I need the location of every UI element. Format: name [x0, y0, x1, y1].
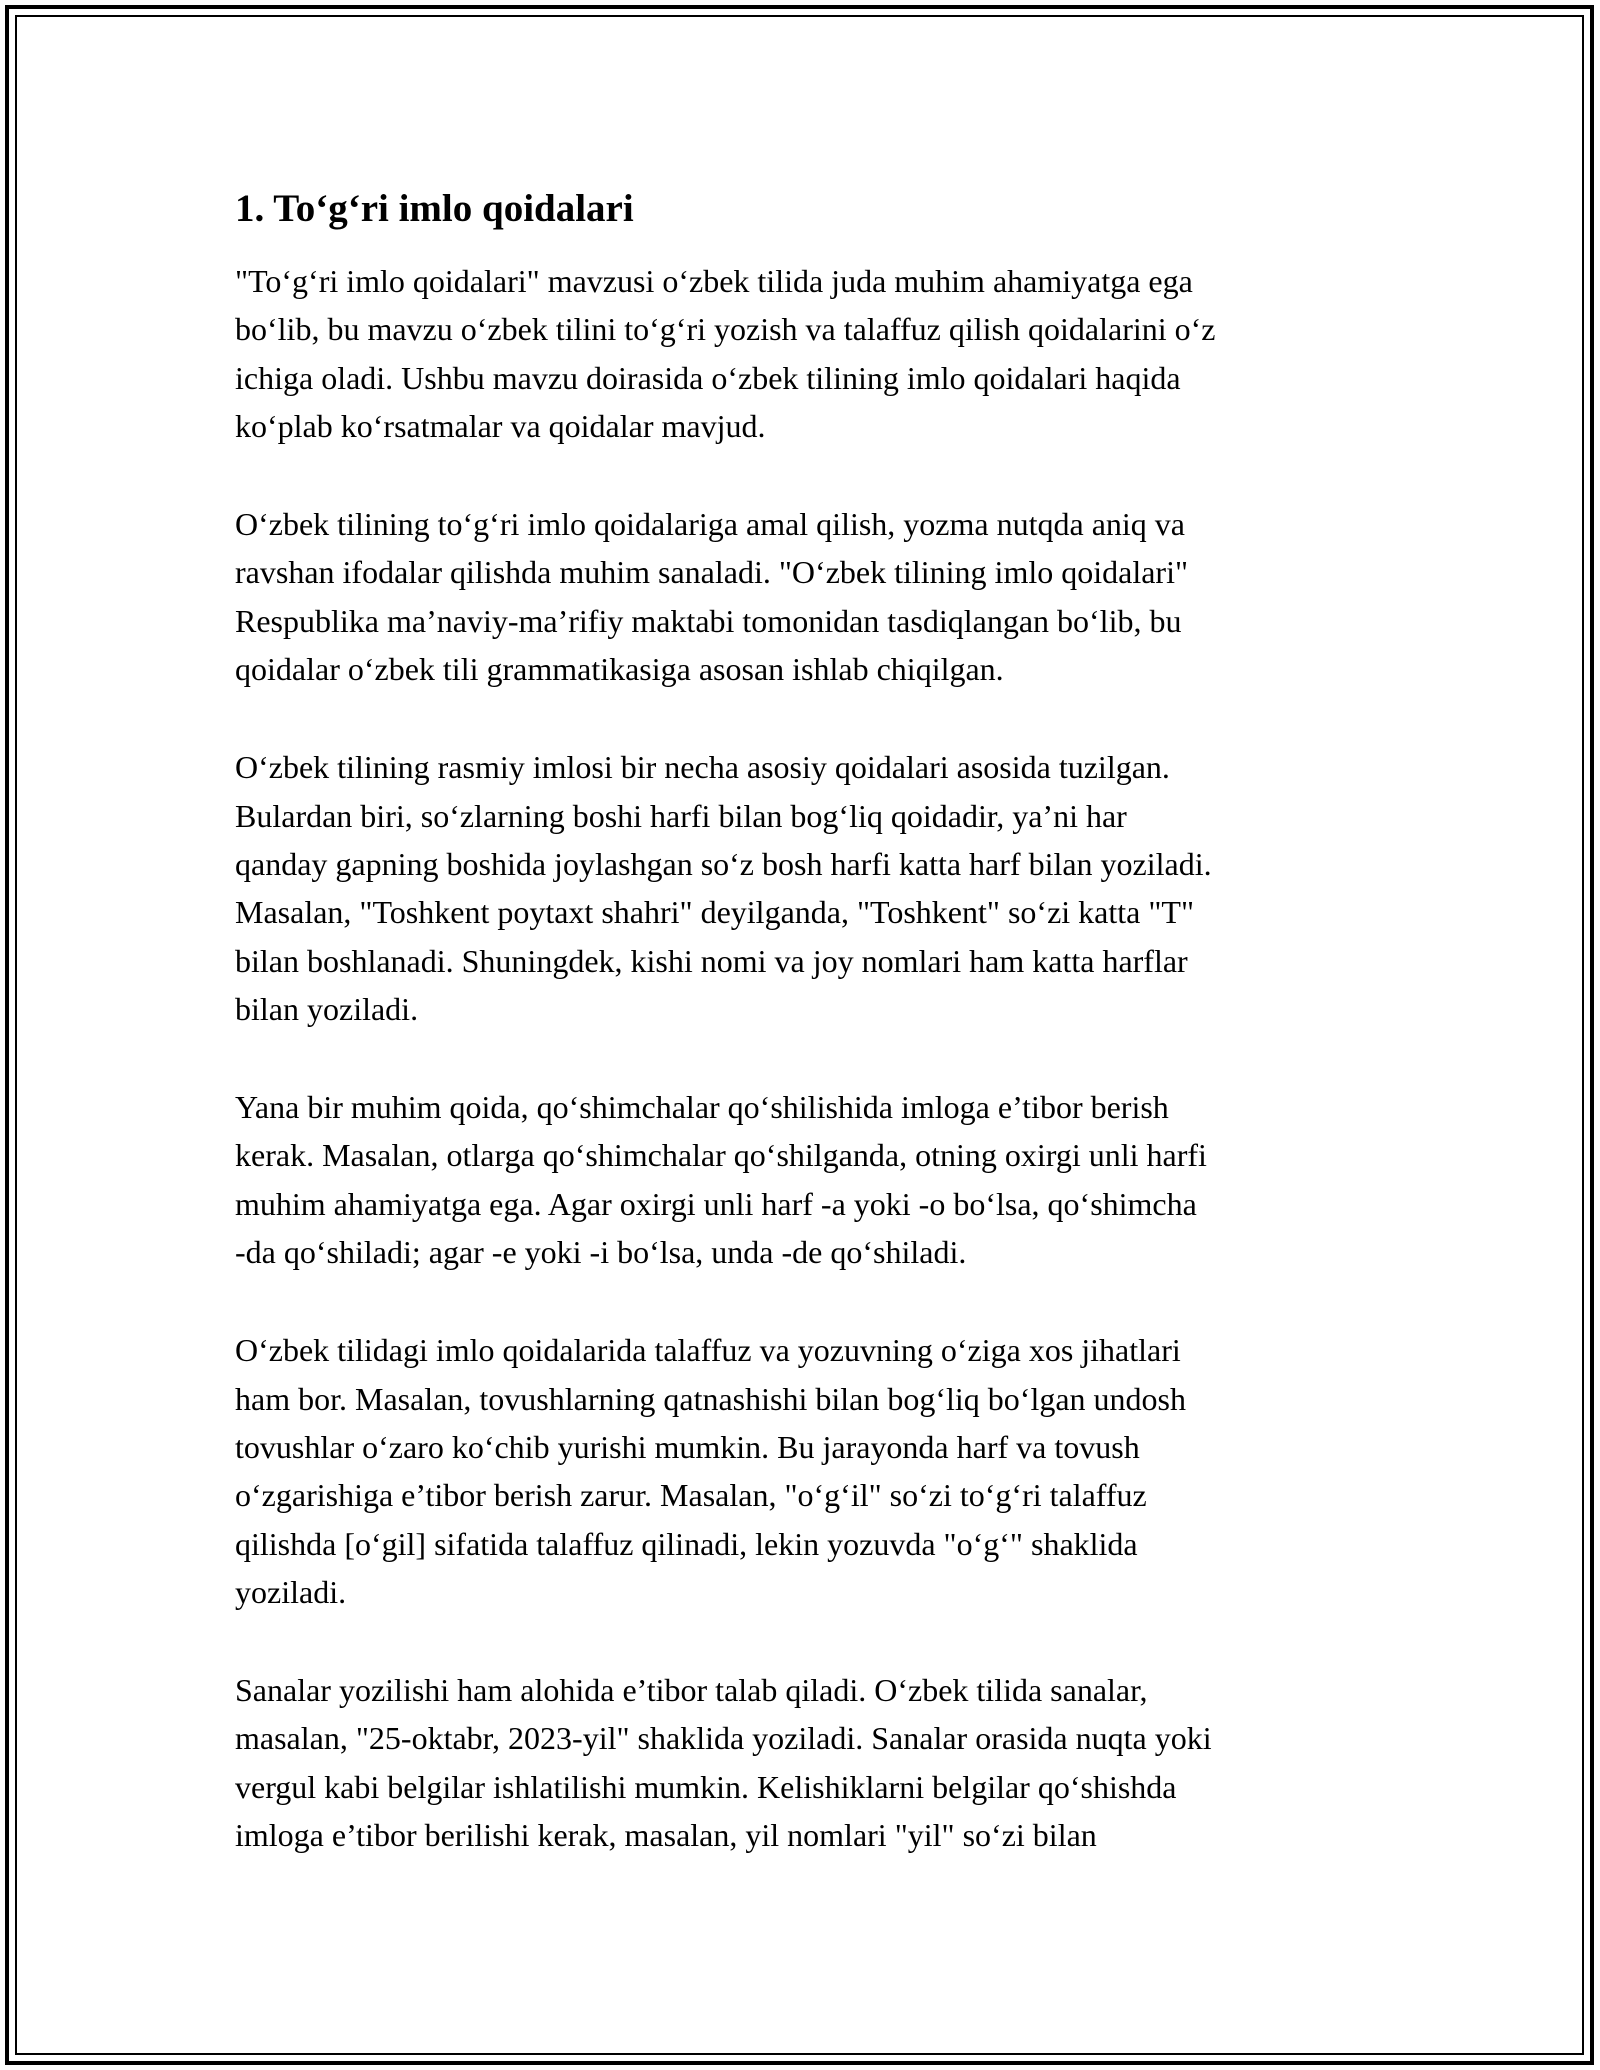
paragraph-4: Yana bir muhim qoida, qo‘shimchalar qo‘shilishida imloga e’tibor berish kerak. Masalan, otlarga qo‘shimchalar qo‘shilganda, otning oxirgi unli harfi muhim ahamiyatga ega. Agar oxirgi unli harf -a yoki -o bo‘lsa, qo‘shimcha -da qo‘shiladi; agar -e yoki -i bo‘lsa, unda -de qo‘shiladi.: [235, 1089, 1207, 1271]
document-body: [235, 185, 1385, 1909]
paragraph-2: O‘zbek tilining to‘g‘ri imlo qoidalariga amal qilish, yozma nutqda aniq va ravshan ifodalar qilishda muhim sanaladi. "O‘zbek tilining imlo qoidalari" Respublika ma’naviy-ma’rifiy maktabi tomonidan tasdiqlangan bo‘lib, bu qoidalar o‘zbek tili grammatikasiga asosan ishlab chiqilgan.: [235, 506, 1189, 688]
paragraph-3: O‘zbek tilining rasmiy imlosi bir necha asosiy qoidalari asosida tuzilgan. Bulardan biri, so‘zlarning boshi harfi bilan bog‘liq qoidadir, ya’ni har qanday gapning boshida joylashgan so‘z bosh harfi katta harf bilan yoziladi. Masalan, "Toshkent poytaxt shahri" deyilganda, "Toshkent" so‘zi katta "T" bilan boshlanadi. Shuningdek, kishi nomi va joy nomlari ham katta harflar bilan yoziladi.: [235, 749, 1212, 1027]
paragraph-6: Sanalar yozilishi ham alohida e’tibor talab qiladi. O‘zbek tilida sanalar, masalan, "25-oktabr, 2023-yil" shaklida yoziladi. Sanalar orasida nuqta yoki vergul kabi belgilar ishlatilishi mumkin. Kelishiklarni belgilar qo‘shishda imloga e’tibor berilishi kerak, masalan, yil nomlari "yil" so‘zi bilan: [235, 1672, 1212, 1854]
paragraph-1: "To‘g‘ri imlo qoidalari" mavzusi o‘zbek tilida juda muhim ahamiyatga ega bo‘lib, bu mavzu o‘zbek tilini to‘g‘ri yozish va talaffuz qilish qoidalarini o‘z ichiga oladi. Ushbu mavzu doirasida o‘zbek tilining imlo qoidalari haqida ko‘plab ko‘rsatmalar va qoidalar mavjud.: [235, 263, 1216, 444]
section-heading: 1. To‘g‘ri imlo qoidalari: [235, 187, 634, 230]
paragraph-5: O‘zbek tilidagi imlo qoidalarida talaffuz va yozuvning o‘ziga xos jihatlari ham bor. Masalan, tovushlarning qatnashishi bilan bog‘liq bo‘lgan undosh tovushlar o‘zaro ko‘chib yurishi mumkin. Bu jarayonda harf va tovush o‘zgarishiga e’tibor berish zarur. Masalan, "o‘g‘il" so‘zi to‘g‘ri talaffuz qilishda [o‘gil] sifatida talaffuz qilinadi, lekin yozuvda "o‘g‘" shaklida yoziladi.: [235, 1332, 1186, 1610]
